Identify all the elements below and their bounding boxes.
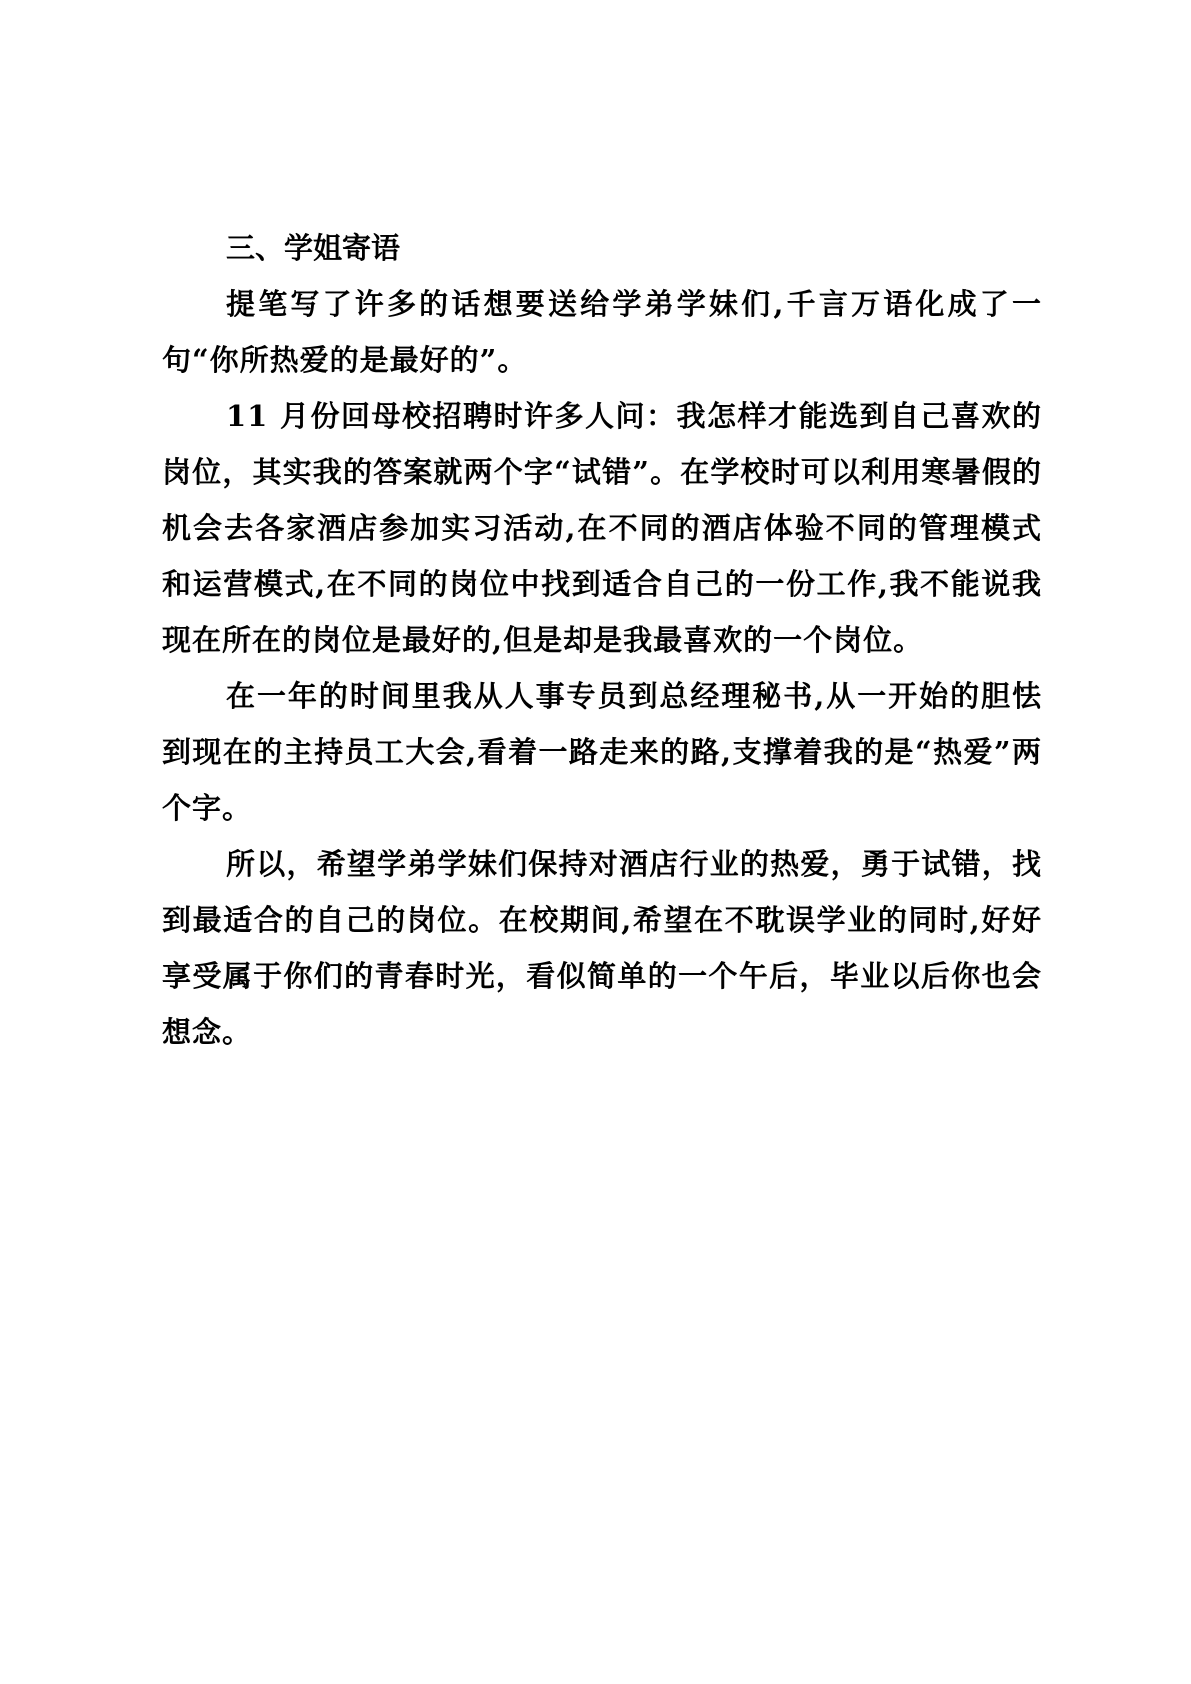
section-heading: 三、学姐寄语: [226, 231, 401, 265]
document-page: [162, 220, 1042, 1060]
paragraph-1: 提笔写了许多的话想要送给学弟学妹们,千言万语化成了一句“你所热爱的是最好的”。: [162, 287, 1042, 377]
paragraph-2: 11 月份回母校招聘时许多人问：我怎样才能选到自己喜欢的岗位，其实我的答案就两个字“试错”。在学校时可以利用寒暑假的机会去各家酒店参加实习活动,在不同的酒店体验不同的管理模式和运营模式,在不同的岗位中找到适合自己的一份工作,我不能说我现在所在的岗位是最好的,但是却是我最喜欢的一个岗位。: [162, 399, 1042, 657]
paragraph-4: 所以，希望学弟学妹们保持对酒店行业的热爱，勇于试错，找到最适合的自己的岗位。在校期间,希望在不耽误学业的同时,好好享受属于你们的青春时光，看似简单的一个午后，毕业以后你也会想念。: [162, 847, 1042, 1049]
paragraph-3: 在一年的时间里我从人事专员到总经理秘书,从一开始的胆怯到现在的主持员工大会,看着一路走来的路,支撑着我的是“热爱”两个字。: [162, 679, 1042, 825]
